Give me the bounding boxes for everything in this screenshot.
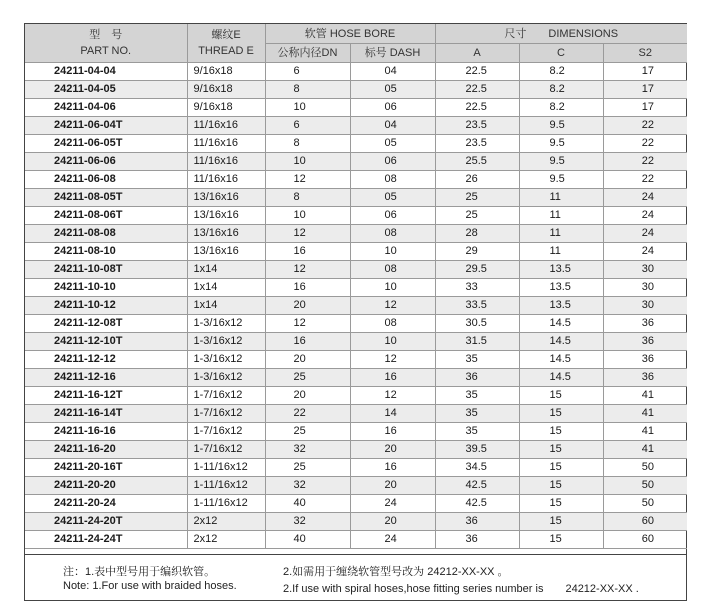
- cell-part-no: 24211-12-08T: [25, 315, 187, 333]
- cell-c: 14.5: [519, 333, 603, 351]
- table-row: [25, 99, 687, 117]
- spec-table-frame: [24, 23, 687, 601]
- cell-thread: 1-3/16x12: [187, 369, 265, 387]
- cell-a: 23.5: [435, 135, 519, 153]
- cell-thread: 11/16x16: [187, 171, 265, 189]
- cell-s2: 50: [603, 459, 687, 477]
- cell-part-no: 24211-08-10: [25, 243, 187, 261]
- cell-thread: 1x14: [187, 261, 265, 279]
- cell-c: 14.5: [519, 369, 603, 387]
- thread-label-cn: 螺纹E: [211, 29, 241, 41]
- cell-c: 13.5: [519, 279, 603, 297]
- cell-dn: 32: [265, 477, 350, 495]
- cell-part-no: 24211-16-14T: [25, 405, 187, 423]
- cell-part-no: 24211-06-04T: [25, 117, 187, 135]
- cell-part-no: 24211-10-08T: [25, 261, 187, 279]
- cell-dash: 20: [350, 441, 435, 459]
- cell-dn: 8: [265, 135, 350, 153]
- col-header-dimensions: 尺寸 DIMENSIONS: [435, 24, 687, 44]
- cell-dash: 06: [350, 207, 435, 225]
- cell-a: 42.5: [435, 477, 519, 495]
- cell-s2: 30: [603, 261, 687, 279]
- cell-part-no: 24211-06-06: [25, 153, 187, 171]
- cell-c: 9.5: [519, 153, 603, 171]
- cell-a: 35: [435, 351, 519, 369]
- cell-dn: 12: [265, 315, 350, 333]
- cell-s2: 41: [603, 441, 687, 459]
- cell-dn: 12: [265, 225, 350, 243]
- table-row: [25, 315, 687, 333]
- cell-dash: 10: [350, 243, 435, 261]
- cell-a: 22.5: [435, 81, 519, 99]
- cell-a: 36: [435, 513, 519, 531]
- table-row: [25, 351, 687, 369]
- cell-s2: 24: [603, 189, 687, 207]
- table-row: [25, 405, 687, 423]
- cell-dash: 12: [350, 297, 435, 315]
- cell-thread: 9/16x18: [187, 99, 265, 117]
- cell-thread: 1-11/16x12: [187, 477, 265, 495]
- cell-part-no: 24211-06-05T: [25, 135, 187, 153]
- cell-s2: 17: [603, 63, 687, 81]
- cell-dash: 12: [350, 387, 435, 405]
- cell-dn: 25: [265, 369, 350, 387]
- cell-s2: 36: [603, 315, 687, 333]
- cell-dn: 10: [265, 99, 350, 117]
- cell-s2: 17: [603, 99, 687, 117]
- cell-c: 11: [519, 189, 603, 207]
- cell-dn: 40: [265, 531, 350, 549]
- cell-dn: 8: [265, 189, 350, 207]
- cell-thread: 11/16x16: [187, 117, 265, 135]
- cell-dash: 06: [350, 99, 435, 117]
- cell-dn: 25: [265, 423, 350, 441]
- col-header-part-no: [25, 24, 187, 63]
- cell-dn: 40: [265, 495, 350, 513]
- cell-s2: 60: [603, 513, 687, 531]
- cell-c: 15: [519, 423, 603, 441]
- spec-table: [25, 24, 687, 549]
- table-row: [25, 153, 687, 171]
- cell-a: 35: [435, 387, 519, 405]
- cell-c: 14.5: [519, 351, 603, 369]
- table-row: [25, 279, 687, 297]
- table-row: [25, 135, 687, 153]
- cell-thread: 2x12: [187, 531, 265, 549]
- cell-dn: 20: [265, 351, 350, 369]
- table-row: [25, 459, 687, 477]
- cell-c: 15: [519, 441, 603, 459]
- cell-s2: 41: [603, 423, 687, 441]
- cell-dn: 20: [265, 387, 350, 405]
- cell-c: 15: [519, 477, 603, 495]
- cell-dn: 8: [265, 81, 350, 99]
- table-row: [25, 261, 687, 279]
- cell-s2: 17: [603, 81, 687, 99]
- cell-thread: 13/16x16: [187, 225, 265, 243]
- cell-a: 25: [435, 189, 519, 207]
- table-row: [25, 477, 687, 495]
- cell-part-no: 24211-16-20: [25, 441, 187, 459]
- cell-c: 15: [519, 459, 603, 477]
- cell-dn: 10: [265, 153, 350, 171]
- cell-thread: 1-11/16x12: [187, 495, 265, 513]
- cell-dash: 05: [350, 135, 435, 153]
- cell-a: 42.5: [435, 495, 519, 513]
- col-header-dn: 公称内径DN: [265, 44, 350, 63]
- cell-a: 33.5: [435, 297, 519, 315]
- table-row: [25, 63, 687, 81]
- cell-thread: 13/16x16: [187, 243, 265, 261]
- cell-c: 11: [519, 225, 603, 243]
- cell-c: 11: [519, 243, 603, 261]
- cell-dash: 08: [350, 315, 435, 333]
- cell-thread: 1-7/16x12: [187, 387, 265, 405]
- cell-dn: 32: [265, 513, 350, 531]
- cell-c: 9.5: [519, 171, 603, 189]
- cell-dash: 08: [350, 171, 435, 189]
- cell-dash: 24: [350, 531, 435, 549]
- cell-dash: 20: [350, 513, 435, 531]
- cell-dn: 6: [265, 63, 350, 81]
- cell-thread: 1-3/16x12: [187, 315, 265, 333]
- col-header-thread: [187, 24, 265, 63]
- cell-c: 9.5: [519, 135, 603, 153]
- cell-a: 26: [435, 171, 519, 189]
- cell-part-no: 24211-20-20: [25, 477, 187, 495]
- cell-part-no: 24211-16-12T: [25, 387, 187, 405]
- cell-c: 8.2: [519, 81, 603, 99]
- cell-a: 31.5: [435, 333, 519, 351]
- col-header-c: C: [519, 44, 603, 63]
- cell-dash: 24: [350, 495, 435, 513]
- cell-c: 11: [519, 207, 603, 225]
- cell-s2: 30: [603, 279, 687, 297]
- cell-dash: 06: [350, 153, 435, 171]
- cell-part-no: 24211-04-05: [25, 81, 187, 99]
- cell-part-no: 24211-08-06T: [25, 207, 187, 225]
- cell-dash: 20: [350, 477, 435, 495]
- cell-s2: 36: [603, 369, 687, 387]
- cell-a: 22.5: [435, 63, 519, 81]
- cell-dash: 04: [350, 117, 435, 135]
- cell-thread: 1-11/16x12: [187, 459, 265, 477]
- cell-dash: 10: [350, 333, 435, 351]
- cell-a: 35: [435, 423, 519, 441]
- cell-part-no: 24211-12-16: [25, 369, 187, 387]
- cell-c: 8.2: [519, 63, 603, 81]
- cell-a: 28: [435, 225, 519, 243]
- cell-dn: 25: [265, 459, 350, 477]
- cell-a: 23.5: [435, 117, 519, 135]
- cell-s2: 22: [603, 117, 687, 135]
- cell-s2: 30: [603, 297, 687, 315]
- cell-s2: 24: [603, 207, 687, 225]
- cell-c: 13.5: [519, 297, 603, 315]
- cell-thread: 11/16x16: [187, 135, 265, 153]
- cell-a: 39.5: [435, 441, 519, 459]
- part-no-label-cn: 型 号: [89, 29, 123, 41]
- cell-part-no: 24211-04-04: [25, 63, 187, 81]
- col-header-hose-bore: 软管 HOSE BORE: [265, 24, 435, 44]
- cell-dash: 16: [350, 369, 435, 387]
- table-row: [25, 207, 687, 225]
- cell-part-no: 24211-06-08: [25, 171, 187, 189]
- cell-dash: 05: [350, 189, 435, 207]
- cell-part-no: 24211-24-24T: [25, 531, 187, 549]
- cell-dn: 20: [265, 297, 350, 315]
- table-row: [25, 333, 687, 351]
- cell-c: 15: [519, 387, 603, 405]
- cell-dn: 12: [265, 261, 350, 279]
- cell-a: 29.5: [435, 261, 519, 279]
- cell-dash: 08: [350, 225, 435, 243]
- cell-thread: 1x14: [187, 297, 265, 315]
- notes-section: [25, 554, 687, 603]
- table-row: [25, 387, 687, 405]
- table-row: [25, 171, 687, 189]
- cell-part-no: 24211-16-16: [25, 423, 187, 441]
- note-2-en: 2.If use with spiral hoses,hose fitting series number is 24212-XX-XX .: [283, 583, 639, 595]
- cell-a: 35: [435, 405, 519, 423]
- cell-s2: 50: [603, 495, 687, 513]
- cell-dash: 16: [350, 423, 435, 441]
- cell-part-no: 24211-10-12: [25, 297, 187, 315]
- thread-label-en: THREAD E: [198, 45, 254, 57]
- cell-dn: 16: [265, 333, 350, 351]
- cell-a: 22.5: [435, 99, 519, 117]
- cell-s2: 41: [603, 387, 687, 405]
- cell-thread: 11/16x16: [187, 153, 265, 171]
- table-row: [25, 513, 687, 531]
- cell-dash: 05: [350, 81, 435, 99]
- table-row: [25, 81, 687, 99]
- cell-c: 8.2: [519, 99, 603, 117]
- cell-dn: 16: [265, 243, 350, 261]
- cell-part-no: 24211-20-24: [25, 495, 187, 513]
- cell-c: 15: [519, 513, 603, 531]
- cell-dash: 12: [350, 351, 435, 369]
- cell-dn: 6: [265, 117, 350, 135]
- cell-dn: 10: [265, 207, 350, 225]
- cell-c: 15: [519, 531, 603, 549]
- cell-dn: 32: [265, 441, 350, 459]
- cell-part-no: 24211-10-10: [25, 279, 187, 297]
- cell-thread: 1-7/16x12: [187, 423, 265, 441]
- col-header-dash: 标号 DASH: [350, 44, 435, 63]
- table-body: [25, 63, 687, 549]
- cell-part-no: 24211-20-16T: [25, 459, 187, 477]
- cell-thread: 13/16x16: [187, 207, 265, 225]
- cell-s2: 22: [603, 135, 687, 153]
- col-header-s2: S2: [603, 44, 687, 63]
- cell-thread: 9/16x18: [187, 81, 265, 99]
- table-header: [25, 24, 687, 63]
- cell-dash: 04: [350, 63, 435, 81]
- cell-part-no: 24211-24-20T: [25, 513, 187, 531]
- cell-part-no: 24211-08-05T: [25, 189, 187, 207]
- cell-s2: 36: [603, 351, 687, 369]
- cell-c: 15: [519, 405, 603, 423]
- cell-dn: 22: [265, 405, 350, 423]
- cell-c: 15: [519, 495, 603, 513]
- cell-dash: 14: [350, 405, 435, 423]
- cell-part-no: 24211-12-10T: [25, 333, 187, 351]
- cell-a: 30.5: [435, 315, 519, 333]
- cell-s2: 22: [603, 153, 687, 171]
- cell-thread: 1-7/16x12: [187, 441, 265, 459]
- part-no-label-en: PART NO.: [80, 45, 132, 57]
- cell-dn: 16: [265, 279, 350, 297]
- cell-a: 36: [435, 369, 519, 387]
- cell-thread: 1-7/16x12: [187, 405, 265, 423]
- col-header-a: A: [435, 44, 519, 63]
- cell-part-no: 24211-04-06: [25, 99, 187, 117]
- cell-part-no: 24211-12-12: [25, 351, 187, 369]
- table-row: [25, 369, 687, 387]
- cell-dash: 08: [350, 261, 435, 279]
- cell-a: 36: [435, 531, 519, 549]
- cell-a: 25.5: [435, 153, 519, 171]
- table-row: [25, 531, 687, 549]
- cell-c: 13.5: [519, 261, 603, 279]
- cell-s2: 41: [603, 405, 687, 423]
- cell-part-no: 24211-08-08: [25, 225, 187, 243]
- cell-thread: 9/16x18: [187, 63, 265, 81]
- cell-dash: 16: [350, 459, 435, 477]
- note-1-en: Note: 1.For use with braided hoses.: [63, 580, 237, 592]
- cell-s2: 22: [603, 171, 687, 189]
- cell-thread: 1-3/16x12: [187, 333, 265, 351]
- cell-dn: 12: [265, 171, 350, 189]
- table-row: [25, 225, 687, 243]
- cell-s2: 60: [603, 531, 687, 549]
- note-2-cn: 2.如需用于缠绕软管型号改为 24212-XX-XX 。: [283, 566, 509, 578]
- table-row: [25, 495, 687, 513]
- cell-dash: 10: [350, 279, 435, 297]
- cell-a: 25: [435, 207, 519, 225]
- cell-s2: 36: [603, 333, 687, 351]
- cell-a: 34.5: [435, 459, 519, 477]
- cell-c: 14.5: [519, 315, 603, 333]
- cell-c: 9.5: [519, 117, 603, 135]
- cell-s2: 24: [603, 225, 687, 243]
- cell-s2: 24: [603, 243, 687, 261]
- cell-thread: 13/16x16: [187, 189, 265, 207]
- cell-a: 33: [435, 279, 519, 297]
- table-row: [25, 243, 687, 261]
- table-row: [25, 117, 687, 135]
- cell-a: 29: [435, 243, 519, 261]
- cell-thread: 1x14: [187, 279, 265, 297]
- table-row: [25, 189, 687, 207]
- table-row: [25, 441, 687, 459]
- cell-thread: 2x12: [187, 513, 265, 531]
- cell-thread: 1-3/16x12: [187, 351, 265, 369]
- table-row: [25, 423, 687, 441]
- table-row: [25, 297, 687, 315]
- cell-s2: 50: [603, 477, 687, 495]
- note-1-cn: 注：1.表中型号用于编织软管。: [63, 566, 216, 578]
